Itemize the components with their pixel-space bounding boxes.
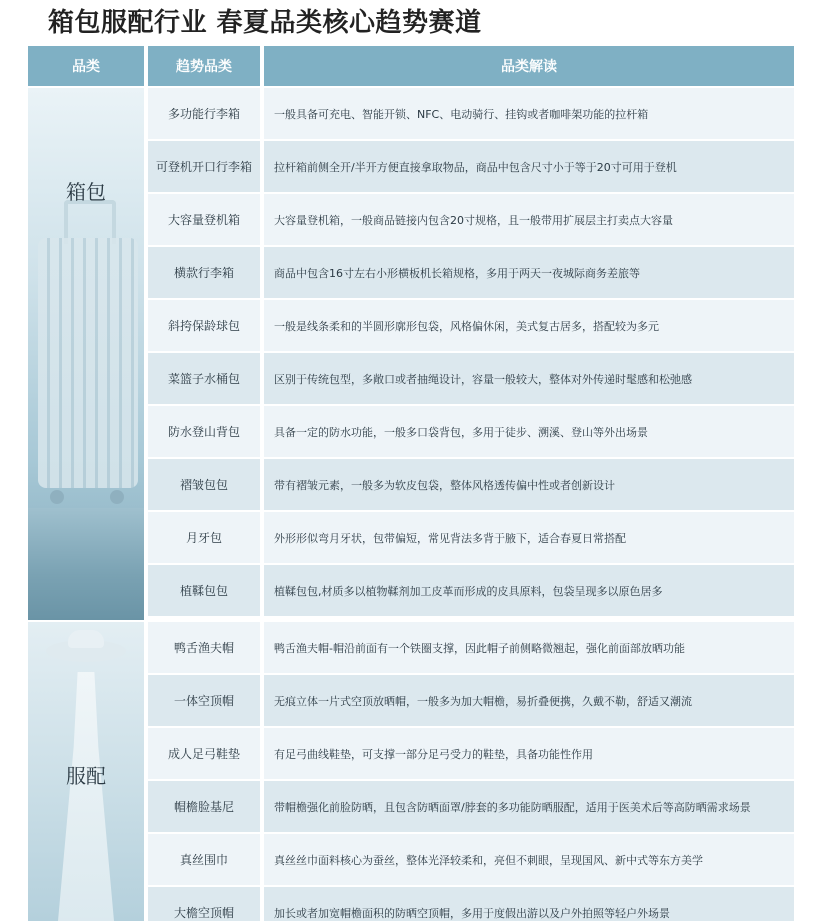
category-accessories-label: 服配 <box>66 764 106 788</box>
trend-cell: 斜挎保龄球包 <box>148 300 260 351</box>
description-cell: 具备一定的防水功能，一般多口袋背包，多用于徒步、溯溪、登山等外出场景 <box>264 406 794 457</box>
trend-cell: 鸭舌渔夫帽 <box>148 622 260 673</box>
table-row <box>148 459 794 510</box>
header-trend: 趋势品类 <box>148 46 260 86</box>
table-row <box>148 728 794 779</box>
trend-cell: 大檐空顶帽 <box>148 887 260 921</box>
table-header <box>28 46 794 88</box>
trend-cell: 成人足弓鞋垫 <box>148 728 260 779</box>
header-category: 品类 <box>28 46 144 86</box>
trend-cell: 真丝围巾 <box>148 834 260 885</box>
description-cell: 鸭舌渔夫帽-帽沿前面有一个铁圈支撑，因此帽子前侧略微翘起，强化前面部放晒功能 <box>264 622 794 673</box>
suitcase-wheel-icon <box>110 490 124 504</box>
description-cell: 一般是线条柔和的半圆形廓形包袋，风格偏休闲，美式复古居多，搭配较为多元 <box>264 300 794 351</box>
table-row <box>148 781 794 832</box>
page-title: 箱包服配行业 春夏品类核心趋势赛道 <box>48 8 482 38</box>
table-row <box>148 565 794 616</box>
table-row <box>148 353 794 404</box>
trend-cell: 菜篮子水桶包 <box>148 353 260 404</box>
trend-cell: 植鞣包包 <box>148 565 260 616</box>
table-row <box>148 887 794 921</box>
description-cell: 拉杆箱前侧全开/半开方便直接拿取物品，商品中包含尺寸小于等于20寸可用于登机 <box>264 141 794 192</box>
suitcase-image <box>38 238 138 488</box>
description-cell: 带有褶皱元素，一般多为软皮包袋，整体风格透传偏中性或者创新设计 <box>264 459 794 510</box>
description-cell: 加长或者加宽帽檐面积的防晒空顶帽，多用于度假出游以及户外拍照等轻户外场景 <box>264 887 794 921</box>
table-row <box>148 512 794 563</box>
table-row <box>148 675 794 726</box>
trend-cell: 可登机开口行李箱 <box>148 141 260 192</box>
table-row <box>148 622 794 673</box>
table-row <box>148 194 794 245</box>
suitcase-wheel-icon <box>50 490 64 504</box>
category-bags-cell <box>28 88 144 620</box>
category-bags-label: 箱包 <box>66 180 106 204</box>
trend-table <box>28 46 794 921</box>
description-cell: 区别于传统包型，多敞口或者抽绳设计，容量一般较大，整体对外传递时髦感和松弛感 <box>264 353 794 404</box>
table-row <box>148 88 794 139</box>
sun-hat-crown-image <box>68 630 104 648</box>
sea-background-image <box>28 508 144 620</box>
trend-cell: 防水登山背包 <box>148 406 260 457</box>
trend-cell: 多功能行李箱 <box>148 88 260 139</box>
description-cell: 无痕立体一片式空顶放晒帽，一般多为加大帽檐，易折叠便携，久戴不勒，舒适又潮流 <box>264 675 794 726</box>
trend-cell: 帽檐脸基尼 <box>148 781 260 832</box>
trend-cell: 大容量登机箱 <box>148 194 260 245</box>
trend-cell: 一体空顶帽 <box>148 675 260 726</box>
trend-cell: 褶皱包包 <box>148 459 260 510</box>
header-description: 品类解读 <box>264 46 794 86</box>
description-cell: 大容量登机箱，一般商品链接内包含20寸规格，且一般带用扩展层主打卖点大容量 <box>264 194 794 245</box>
description-cell: 外形形似弯月牙状，包带偏短，常见背法多背于腋下，适合春夏日常搭配 <box>264 512 794 563</box>
description-cell: 带帽檐强化前脸防晒，且包含防晒面罩/脖套的多功能防晒服配，适用于医美术后等高防晒需求场景 <box>264 781 794 832</box>
category-accessories-cell <box>28 622 144 921</box>
description-cell: 植鞣包包,材质多以植物鞣剂加工皮革而形成的皮具原料，包袋呈现多以原色居多 <box>264 565 794 616</box>
table-row <box>148 300 794 351</box>
trend-cell: 横款行李箱 <box>148 247 260 298</box>
description-cell: 一般具备可充电、智能开锁、NFC、电动骑行、挂钩或者咖啡架功能的拉杆箱 <box>264 88 794 139</box>
table-row <box>148 406 794 457</box>
table-row <box>148 141 794 192</box>
description-cell: 商品中包含16寸左右小形横板机长箱规格，多用于两天一夜城际商务差旅等 <box>264 247 794 298</box>
woman-dress-image <box>58 672 114 921</box>
description-cell: 真丝丝巾面料核心为蚕丝，整体光泽较柔和，亮但不刺眼，呈现国风、新中式等东方美学 <box>264 834 794 885</box>
table-row <box>148 834 794 885</box>
description-cell: 有足弓曲线鞋垫，可支撑一部分足弓受力的鞋垫，具备功能性作用 <box>264 728 794 779</box>
trend-cell: 月牙包 <box>148 512 260 563</box>
table-row <box>148 247 794 298</box>
